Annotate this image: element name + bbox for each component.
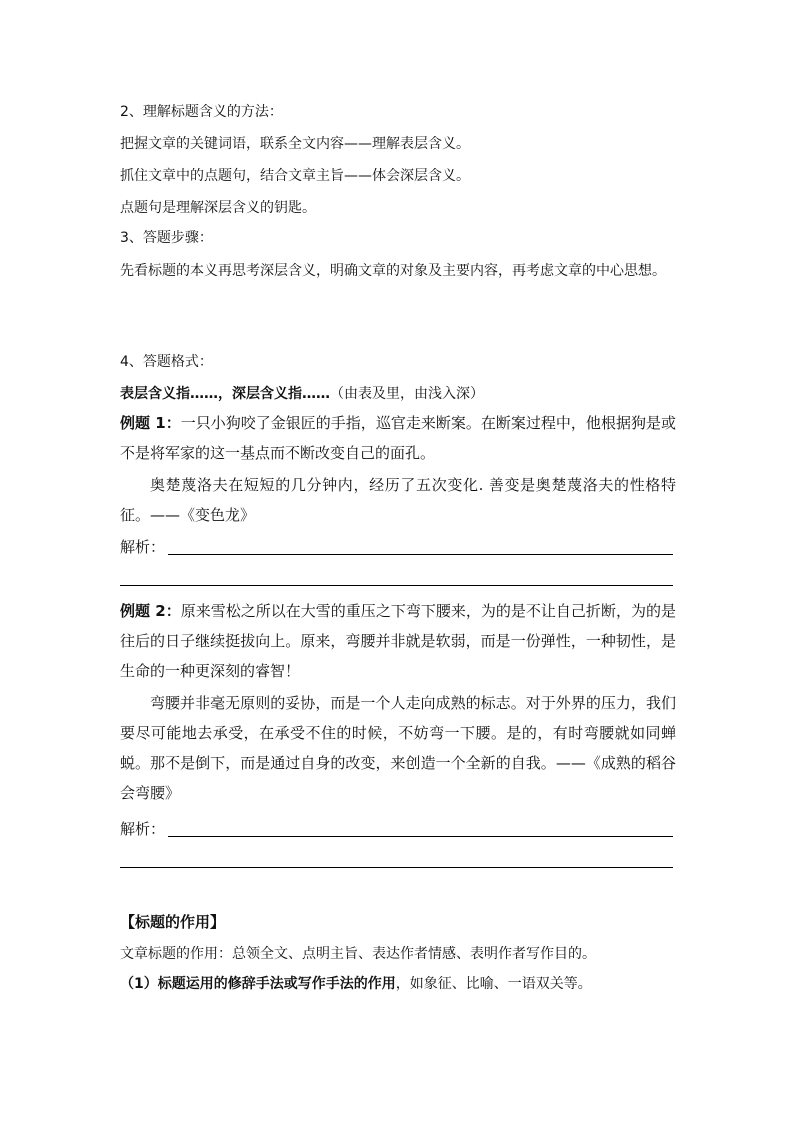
steps-heading: 3、答题步骤： [120, 230, 213, 246]
method-line-2: 抓住文章中的点题句，结合文章主旨——体会深层含义。 [120, 168, 470, 184]
example-2-answer-line [168, 836, 673, 837]
example-1 [120, 408, 676, 468]
example-1-answer-label: 解析： [120, 538, 166, 556]
format-formula-bold: 表层含义指……，深层含义指…… [120, 386, 330, 402]
role-heading: 【标题的作用】 [120, 913, 226, 931]
format-formula [120, 386, 484, 402]
example-1-answer [120, 536, 676, 560]
example-2-label: 例题 2： [120, 602, 181, 620]
example-1-answer-line-2 [120, 585, 673, 586]
role-item-1-rest: ，如象征、比喻、一语双关等。 [395, 976, 592, 992]
example-2-answer [120, 818, 676, 842]
example-2-text-2: 弯腰并非毫无原则的妥协，而是一个人走向成熟的标志。对于外界的压力，我们要尽可能地去承受，在承受不住的时候，不妨弯一下腰。是的，有时弯腰就如同蝉蜕。那不是倒下，而是通过自身的改变，来创造一个全新的自我。——《成熟的稻谷会弯腰》 [120, 694, 676, 802]
method-line-1: 把握文章的关键词语，联系全文内容——理解表层含义。 [120, 136, 470, 152]
method-line-3: 点题句是理解深层含义的钥匙。 [120, 200, 316, 216]
role-item-1-bold: （1）标题运用的修辞手法或写作手法的作用 [120, 976, 396, 992]
steps-text: 先看标题的本义再思考深层含义，明确文章的对象及主要内容，再考虑文章的中心思想。 [120, 263, 666, 279]
example-1-label: 例题 1： [120, 414, 181, 432]
role-item-1 [120, 976, 592, 992]
method-heading: 2、理解标题含义的方法： [120, 104, 283, 120]
example-1-answer-line [168, 554, 673, 555]
example-2-text: 原来雪松之所以在大雪的重压之下弯下腰来，为的是不让自己折断，为的是往后的日子继续挺拔向上。原来，弯腰并非就是软弱，而是一份弹性，一种韧性，是生命的一种更深刻的睿智！ [120, 602, 676, 680]
example-1-text-2: 奥楚蔑洛夫在短短的几分钟内，经历了五次变化. 善变是奥楚蔑洛夫的性格特征。——《变色龙》 [120, 476, 676, 524]
example-2 [120, 596, 676, 686]
role-line-1: 文章标题的作用：总领全文、点明主旨、表达作者情感、表明作者写作目的。 [120, 946, 596, 962]
example-2-answer-label: 解析： [120, 820, 166, 838]
example-1-text: 一只小狗咬了金银匠的手指，巡官走来断案。在断案过程中，他根据狗是或不是将军家的这一基点而不断改变自己的面孔。 [120, 414, 676, 462]
example-2-answer-line-2 [120, 867, 673, 868]
format-heading: 4、答题格式： [120, 354, 213, 370]
format-formula-note: （由表及里，由浅入深） [330, 386, 484, 402]
